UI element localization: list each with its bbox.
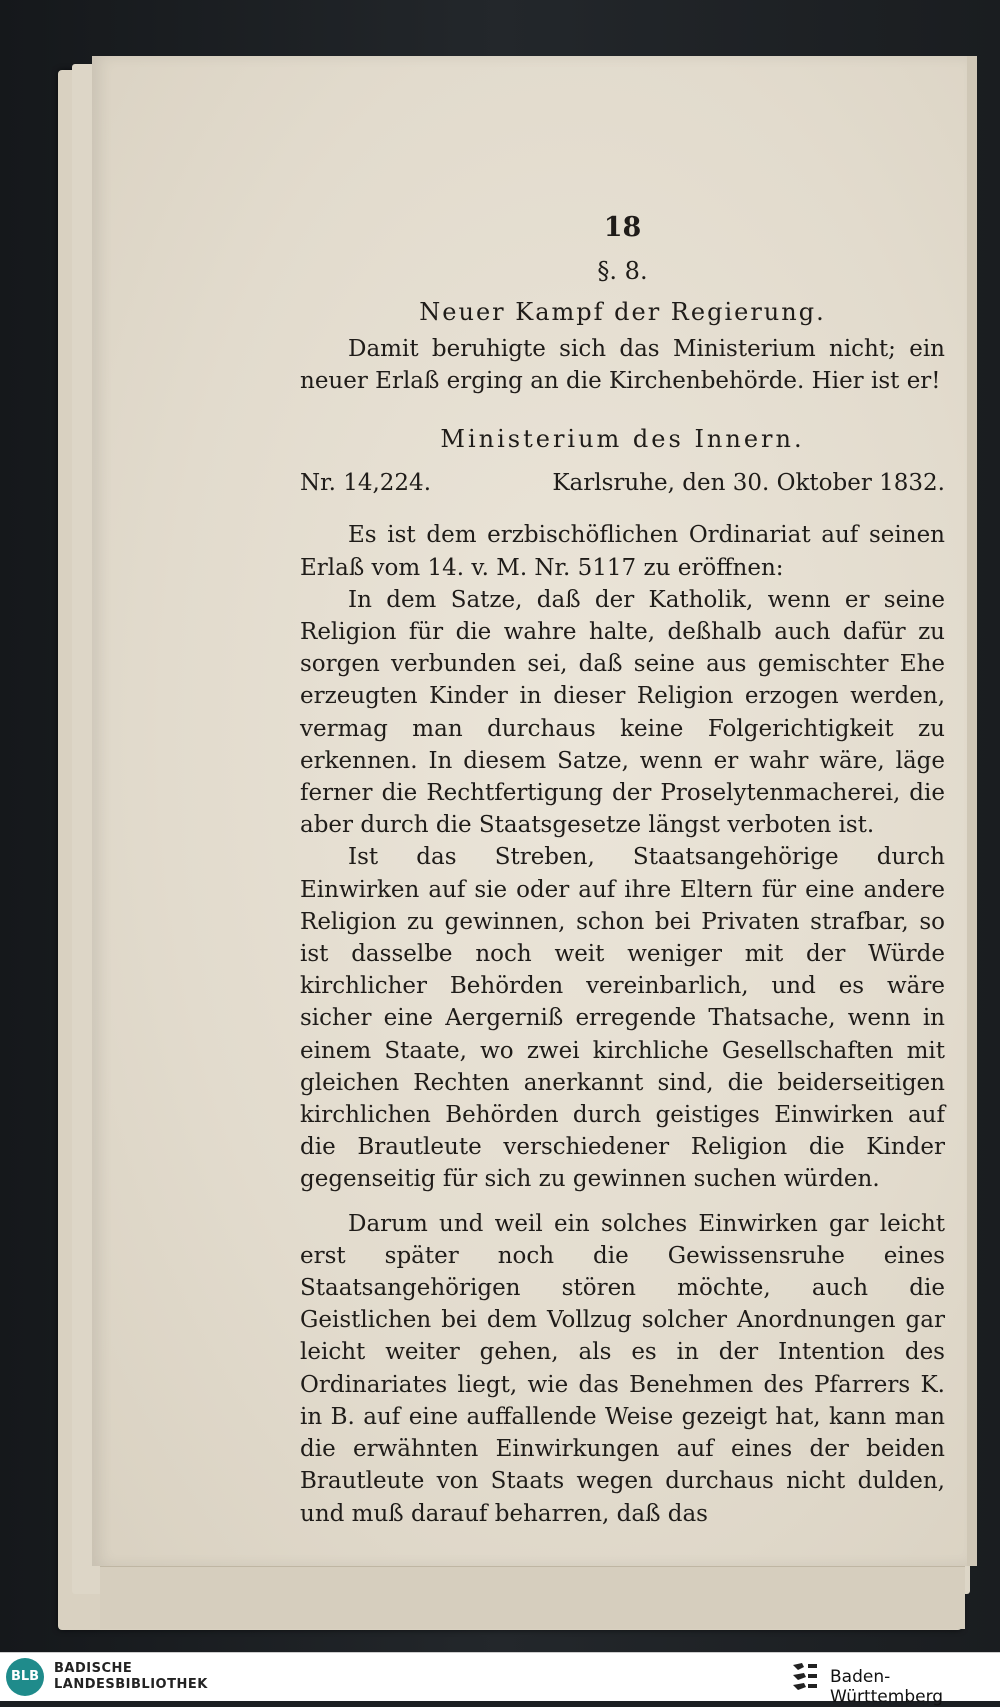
library-name[interactable]	[54, 1661, 208, 1693]
section-title: Neuer Kampf der Regierung.	[419, 298, 826, 326]
library-logo[interactable]: BLB	[6, 1658, 44, 1696]
body-paragraph: In dem Satze, daß der Katholik, wenn er seine Religion für die wahre halte, deßhalb auch dafür zu sorgen verbunden sei, daß seine aus gemischter Ehe erzeugten Kinder in dieser Religion erzogen werden, vermag man durchaus keine Folgerichtigkeit zu erkennen. In diesem Satze, wenn er wahr wäre, läge ferner die Rechtfertigung der Proselytenmacherei, die aber durch die Staatsgesetze längst verboten ist.	[300, 586, 945, 839]
state-name[interactable]: Baden-Württemberg	[830, 1667, 944, 1707]
body-paragraph: Darum und weil ein solches Einwirken gar leicht erst später noch die Gewissensruhe eines Staatsangehörigen stören möchte, auch die Geistlichen bei dem Vollzug solcher Anordnungen gar leicht weiter gehen, als es in der Intention des Ordinariates liegt, wie das Benehmen des Pfarrers K. in B. auf eine auffallende Weise gezeigt hat, kann man die erwähnten Einwirkungen auf eines der beiden Brautleute von Staats wegen durchaus nicht dulden, und muß darauf beharren, daß das	[300, 1210, 945, 1527]
page-text	[300, 205, 945, 1530]
page-bottom-edge	[100, 1566, 965, 1629]
ministry-heading: Ministerium des Innern.	[440, 425, 805, 454]
page-number: 18	[603, 212, 642, 243]
section-heading: §. 8.	[597, 257, 648, 285]
reference-line	[300, 461, 945, 505]
footer-bar	[0, 1652, 1000, 1707]
coat-of-arms-icon	[790, 1661, 820, 1693]
reference-number: Nr. 14,224.	[300, 470, 432, 497]
library-name-line2: LANDESBIBLIOTHEK	[54, 1677, 208, 1692]
intro-paragraph: Damit beruhigte sich das Ministerium nicht; ein neuer Erlaß erging an die Kirchenbehörde. Hier ist er!	[300, 336, 945, 395]
body-paragraph: Es ist dem erzbischöflichen Ordinariat auf seinen Erlaß vom 14. v. M. Nr. 5117 zu eröffnen:	[300, 522, 945, 581]
library-name-line1: BADISCHE	[54, 1661, 133, 1676]
body-paragraph: Ist das Streben, Staatsangehörige durch Einwirken auf sie oder auf ihre Eltern für eine andere Religion zu gewinnen, schon bei Privaten strafbar, so ist dasselbe noch weit weniger mit der Würde kirchlicher Behörden vereinbarlich, und es wäre sicher eine Aergerniß erregende Thatsache, wenn in einem Staate, wo zwei kirchliche Gesellschaften mit gleichen Rechten anerkannt sind, die beiderseitigen kirchlichen Behörden durch geistiges Einwirken auf die Brautleute verschiedener Religion die Kinder gegenseitig für sich zu gewinnen suchen würden.	[300, 844, 945, 1193]
place-date: Karlsruhe, den 30. Oktober 1832.	[552, 470, 945, 497]
